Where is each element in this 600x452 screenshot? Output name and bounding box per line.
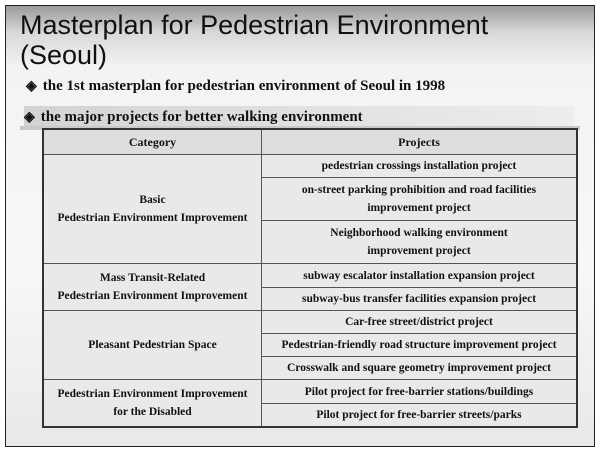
category-cell <box>43 264 262 310</box>
project-text: improvement project <box>367 202 471 215</box>
table-header-row <box>43 129 577 155</box>
category-text: Mass Transit-Related <box>99 272 206 285</box>
project-text: Pedestrian-friendly road structure improvement project <box>281 339 557 352</box>
category-cell <box>43 380 262 427</box>
project-text: subway-bus transfer facilities expansion project <box>301 292 537 305</box>
project-cell <box>262 310 578 333</box>
project-text: Pilot project for free-barrier stations/buildings <box>304 385 534 398</box>
project-text: on-street parking prohibition and road facilities <box>301 184 537 197</box>
table-row <box>43 155 577 178</box>
title-line-2: (Seoul) <box>20 40 108 70</box>
category-text: Basic <box>139 194 166 207</box>
project-text: subway escalator installation expansion project <box>303 269 535 282</box>
project-text: Crosswalk and square geometry improvement project <box>287 362 551 375</box>
bullet-text: the 1st masterplan for pedestrian environment of Seoul in 1998 <box>42 77 446 94</box>
slide-title <box>20 10 580 70</box>
bullet-major-projects <box>24 106 574 128</box>
table-row <box>43 380 577 403</box>
title-line-1: Masterplan for Pedestrian Environment <box>20 10 489 40</box>
bullet-masterplan <box>26 75 445 97</box>
project-cell <box>262 287 578 310</box>
project-cell <box>262 264 578 287</box>
table-row <box>43 310 577 333</box>
project-cell <box>262 357 578 380</box>
category-cell <box>43 155 262 264</box>
table-row <box>43 264 577 287</box>
project-cell <box>262 178 578 221</box>
category-text: Pleasant Pedestrian Space <box>88 339 217 352</box>
project-text: improvement project <box>367 245 471 258</box>
project-text: Car-free street/district project <box>345 315 493 328</box>
project-cell <box>262 334 578 357</box>
projects-table <box>42 128 578 428</box>
category-text: Pedestrian Environment Improvement <box>57 388 248 401</box>
header-projects: Projects <box>262 129 578 155</box>
header-category: Category <box>43 129 262 155</box>
project-cell <box>262 403 578 427</box>
project-cell <box>262 155 578 178</box>
category-text: Pedestrian Environment Improvement <box>57 212 248 225</box>
category-text: Pedestrian Environment Improvement <box>57 290 248 303</box>
category-cell <box>43 310 262 380</box>
diamond-bullet-icon: ◈ <box>26 78 37 94</box>
bullet-text: the major projects for better walking environment <box>40 108 363 125</box>
project-text: Neighborhood walking environment <box>330 227 508 240</box>
diamond-bullet-icon: ◈ <box>24 109 35 125</box>
project-text: pedestrian crossings installation project <box>321 160 517 173</box>
category-text: for the Disabled <box>113 406 192 419</box>
project-cell <box>262 380 578 403</box>
project-cell <box>262 221 578 264</box>
project-text: Pilot project for free-barrier streets/parks <box>316 408 522 421</box>
